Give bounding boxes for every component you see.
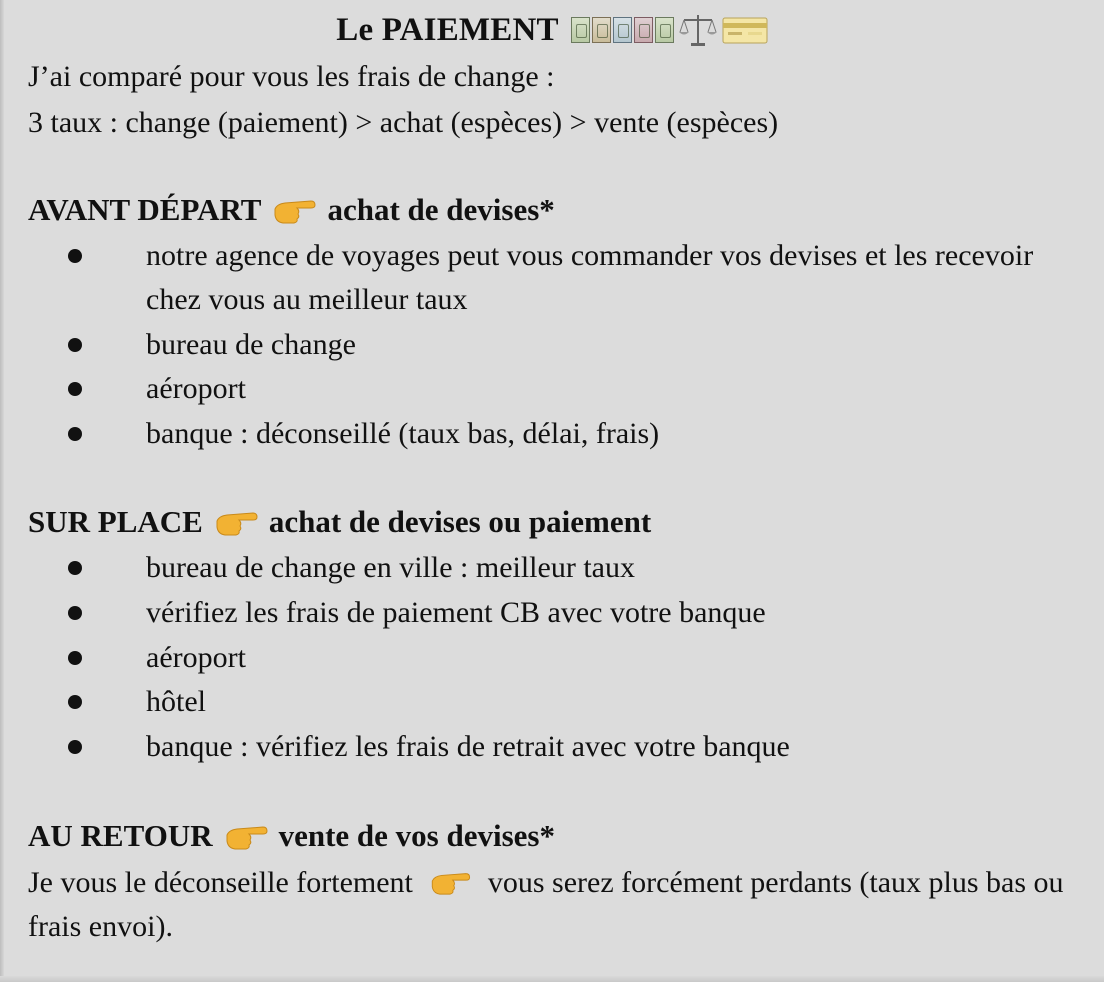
section-label: AU RETOUR	[28, 818, 213, 853]
bullet-icon	[68, 561, 82, 575]
left-edge-shadow	[0, 0, 4, 982]
bottom-edge-shadow	[0, 976, 1104, 982]
section-label: SUR PLACE	[28, 504, 203, 539]
bullet-icon	[68, 606, 82, 620]
credit-card-icon	[722, 15, 768, 45]
bullet-icon	[68, 338, 82, 352]
bullet-icon	[68, 695, 82, 709]
list-item-text: notre agence de voyages peut vous commander vos devises et les recevoir chez vous au meilleur taux	[146, 239, 1034, 316]
page-title	[0, 6, 1104, 54]
intro-line-2: 3 taux : change (paiement) > achat (espèces) > vente (espèces)	[28, 106, 779, 139]
section-label: AVANT DÉPART	[28, 192, 262, 227]
currency-icons	[571, 10, 768, 50]
section-heading-before	[28, 188, 555, 232]
list-item-text: aéroport	[146, 372, 246, 405]
dollar-bill-icon	[592, 17, 611, 43]
list-item-text: banque : déconseillé (taux bas, délai, frais)	[146, 417, 660, 450]
pointing-hand-icon	[223, 821, 269, 851]
intro-line-1: J’ai comparé pour vous les frais de change :	[28, 60, 555, 93]
return-text-before: Je vous le déconseille fortement	[28, 866, 413, 899]
list-item-text: vérifiez les frais de paiement CB avec votre banque	[146, 596, 766, 629]
pointing-hand-icon	[271, 195, 317, 225]
pointing-hand-icon	[213, 507, 259, 537]
dollar-bill-icon	[571, 17, 590, 43]
section-heading-return	[28, 814, 555, 858]
bullet-icon	[68, 427, 82, 441]
return-text-after: vous serez forcément perdants (taux plus bas ou frais envoi).	[28, 866, 1064, 943]
list-item-text: hôtel	[146, 685, 206, 718]
section-subtitle: achat de devises*	[327, 192, 555, 227]
title-text: Le PAIEMENT	[336, 11, 559, 48]
section-subtitle: achat de devises ou paiement	[268, 504, 652, 539]
bullet-icon	[68, 651, 82, 665]
list-item-text: bureau de change en ville : meilleur taux	[146, 551, 635, 584]
bullet-icon	[68, 740, 82, 754]
return-paragraph	[28, 861, 1088, 949]
list-item-text: bureau de change	[146, 328, 356, 361]
euro-bill-icon	[634, 17, 653, 43]
section-heading-onsite	[28, 500, 651, 544]
list-item-text: aéroport	[146, 641, 246, 674]
list-item-text: banque : vérifiez les frais de retrait avec votre banque	[146, 730, 790, 763]
yen-bill-icon	[613, 17, 632, 43]
pound-bill-icon	[655, 17, 674, 43]
balance-scale-icon	[678, 12, 718, 48]
pointing-hand-icon	[428, 868, 472, 896]
bullet-icon	[68, 249, 82, 263]
bullet-icon	[68, 382, 82, 396]
section-subtitle: vente de vos devises*	[278, 818, 555, 853]
